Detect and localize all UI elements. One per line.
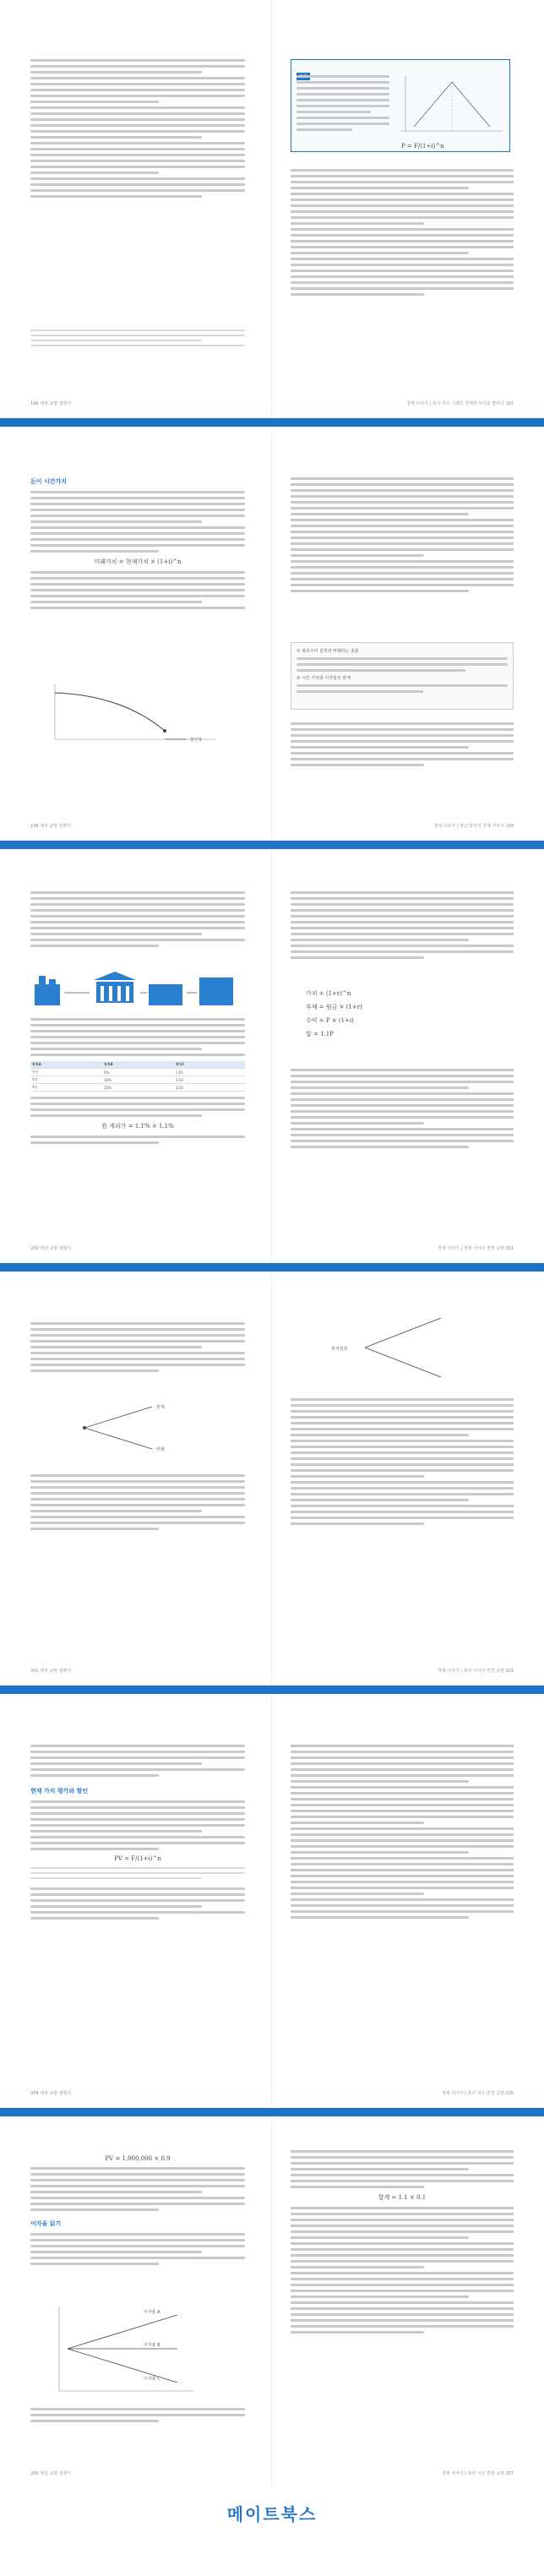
- tree-node-label: 투자결과: [331, 1347, 348, 1352]
- page-footer: 경제 이야기 | 복리 지수 연결 교양 207: [441, 2471, 514, 2476]
- body-text: [30, 1474, 245, 1533]
- page-footer: 경제 이야기 | 경제 이야기 연결 교양 201: [438, 1246, 514, 1251]
- page-204: [0, 1694, 272, 2108]
- box-equation: P = F/(1+i)^n: [401, 143, 444, 150]
- page-footer: 198 세상 교양 설명서: [30, 824, 72, 829]
- page-205: [272, 1694, 544, 2108]
- spread-1: [0, 0, 544, 418]
- page-199: [272, 427, 544, 841]
- chart-label: 이자율 B: [144, 2343, 160, 2348]
- table-header: 항목C: [174, 1061, 245, 1069]
- footnotes: [30, 329, 245, 350]
- table-cell: 1.05: [174, 1069, 245, 1076]
- chart-caption: 할인율: [190, 738, 203, 743]
- rate-diagram: [42, 2298, 211, 2399]
- decay-chart: [38, 680, 232, 748]
- branch-diagram: [323, 1310, 492, 1386]
- info-box: [291, 59, 510, 152]
- page-201: [272, 849, 544, 1263]
- table-row: [30, 1069, 245, 1076]
- equation: 원 계리가 = 1.1% × 1.1%: [101, 1123, 174, 1130]
- table-cell: 5%: [102, 1069, 174, 1076]
- table-cell: 15%: [102, 1084, 174, 1092]
- page-footer: 경제 이야기 | 복리 지수 그래프 경제학 부터를 말하다 197: [406, 401, 514, 406]
- table-cell: 3년: [30, 1084, 102, 1092]
- page-200: [0, 849, 272, 1263]
- body-text: [30, 59, 245, 201]
- table-header: 항목B: [102, 1061, 174, 1069]
- list-item: ① 복리수익 결정과 비례하는 종관: [296, 649, 359, 654]
- separator-band: [0, 418, 544, 427]
- page-203: [272, 1272, 544, 1686]
- body-text: [30, 1018, 245, 1147]
- body-text: [291, 1745, 514, 1922]
- body-text: [30, 891, 245, 950]
- spread-4: [0, 1272, 544, 1686]
- tree-label: 현재: [156, 1405, 165, 1410]
- separator-band: [0, 1263, 544, 1272]
- equation: PV = 1,000,000 × 0.9: [105, 2155, 171, 2162]
- page-footer: 202 세상 교양 설명서: [30, 1669, 72, 1674]
- body-text: [291, 1398, 514, 1528]
- equation: 부채 = 원금 × (1+r): [306, 1004, 362, 1010]
- page-footer: 206 세상 교양 설명서: [30, 2471, 72, 2476]
- body-text: [30, 2408, 245, 2426]
- equation: PV = F/(1+i)^n: [114, 1855, 161, 1862]
- page-198: [0, 427, 272, 841]
- separator-band: [0, 1686, 544, 1694]
- tree-label: 미래: [156, 1447, 165, 1452]
- spread-2: [0, 427, 544, 841]
- body-text: [291, 169, 514, 299]
- numbered-list-box: [291, 642, 514, 710]
- equation: 가치 = (1+r)^n: [306, 990, 351, 997]
- body-text: [30, 1322, 245, 1375]
- page-footer: 196 세상 교양 설명서: [30, 401, 72, 406]
- spread-5: [0, 1694, 544, 2108]
- equation: 합 = 1.1P: [306, 1031, 334, 1037]
- publisher-logo: [0, 2501, 544, 2543]
- tree-diagram: [51, 1398, 220, 1457]
- page-196: [0, 0, 272, 418]
- body-text: [30, 2150, 245, 2268]
- page-206: [0, 2116, 272, 2488]
- table-cell: 연간: [30, 1069, 102, 1076]
- page-footer: 경제 이야기 | 계산 방식의 경제 이야기 199: [433, 824, 514, 829]
- body-text: [30, 477, 245, 613]
- page-197: [272, 0, 544, 418]
- spread-3: [0, 849, 544, 1263]
- body-text: [291, 477, 514, 596]
- page-202: [0, 1272, 272, 1686]
- separator-band: [0, 2108, 544, 2116]
- page-footer: 경제 이야기 | 복리 이야기 연결 교양 203: [438, 1669, 514, 1674]
- equation: 합계 = 1.1 × 0.1: [378, 2194, 427, 2201]
- table-row: [30, 1076, 245, 1084]
- chart-label: 이자율 C: [144, 2377, 160, 2382]
- page-footer: 경제 이야기 | 복리 지수 연결 교양 205: [441, 2091, 514, 2096]
- table-header: 항목A: [30, 1061, 102, 1069]
- page-207: [272, 2116, 544, 2488]
- publisher-logo-text: 메이트북스: [226, 2504, 318, 2524]
- peak-chart: [397, 72, 507, 139]
- section-heading: 돈이 시간가치: [30, 478, 68, 485]
- body-text: [291, 722, 514, 770]
- table-cell: 2년: [30, 1076, 102, 1084]
- table-cell: 1.10: [174, 1076, 245, 1084]
- section-heading: 이자율 읽기: [30, 2220, 62, 2227]
- page-footer: 200 세상 교양 설명서: [30, 1246, 72, 1251]
- table-cell: 1.16: [174, 1084, 245, 1092]
- section-heading: 현재 가치 평가와 할인: [30, 1788, 89, 1794]
- bank-illustration: [30, 967, 242, 1010]
- equation: 수익 = P × (1+i): [306, 1017, 354, 1024]
- body-text: [291, 891, 514, 962]
- equation: 미래가치 = 현재가치 × (1+i)^n: [94, 558, 182, 565]
- table-row: [30, 1084, 245, 1092]
- rate-table: [30, 1061, 245, 1092]
- table-cell: 10%: [102, 1076, 174, 1084]
- body-text: [30, 1745, 245, 1923]
- chart-label: 이자율 A: [144, 2310, 160, 2315]
- equation-block: [306, 984, 500, 1043]
- list-item: ② 시간 가치와 이자율의 관계: [296, 676, 351, 681]
- body-text: [291, 1069, 514, 1152]
- separator-band: [0, 841, 544, 849]
- body-text: [291, 2150, 514, 2337]
- spread-6: [0, 2116, 544, 2488]
- page-footer: 204 세상 교양 설명서: [30, 2091, 72, 2096]
